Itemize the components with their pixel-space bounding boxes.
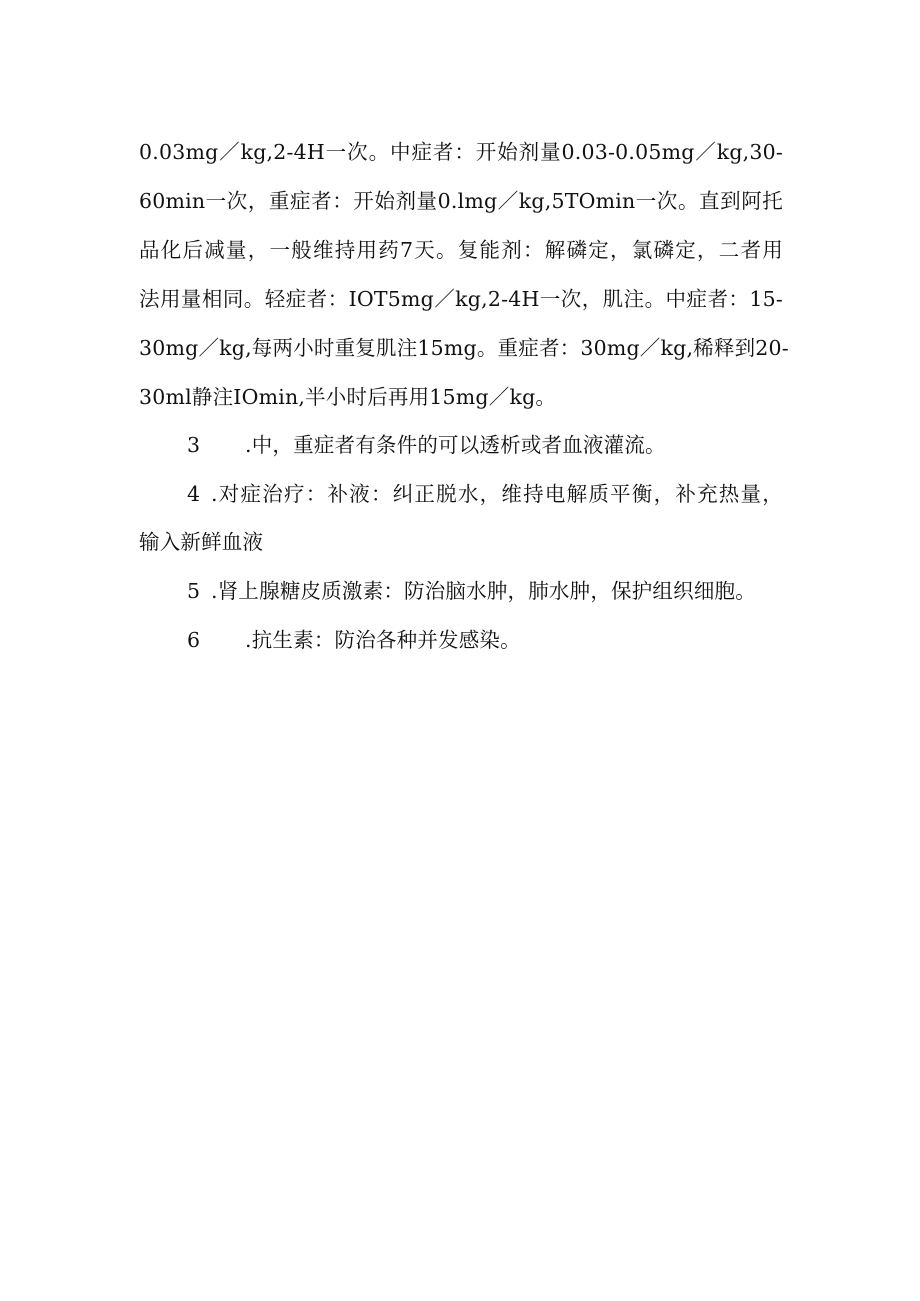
list-item-5	[187, 575, 756, 607]
list-item-6	[187, 624, 521, 656]
list-item-3	[187, 429, 666, 461]
paragraph-1-line-4: 法用量相同。轻症者：IOT5mg／kg,2-4H一次，肌注。中症者：15-	[139, 287, 783, 311]
list-item-6-text: .抗生素：防治各种并发感染。	[245, 628, 521, 652]
paragraph-1-line-1: 0.03mg／kg,2-4H一次。中症者：开始剂量0.03-0.05mg／kg,30-	[139, 140, 783, 164]
paragraph-1-line-5: 30mg／kg,每两小时重复肌注15mg。重症者：30mg／kg,稀释到20-	[139, 336, 789, 360]
list-item-4-line-2: 输入新鲜血液	[139, 530, 264, 554]
list-item-4-line-1	[187, 478, 783, 510]
list-item-4-text: .对症治疗：补液：纠正脱水，维持电解质平衡，补充热量，	[211, 482, 783, 506]
list-item-3-number: 3	[187, 433, 201, 457]
list-item-4-number: 4	[187, 482, 201, 506]
paragraph-1-line-2: 60min一次，重症者：开始剂量0.lmg／kg,5TOmin一次。直到阿托	[139, 189, 783, 213]
list-item-6-number: 6	[187, 628, 201, 652]
list-item-5-text: .肾上腺糖皮质激素：防治脑水肿，肺水肿，保护组织细胞。	[211, 579, 756, 603]
paragraph-1-line-6: 30ml静注IOmin,半小时后再用15mg／kg。	[139, 385, 557, 409]
paragraph-1-line-3: 品化后减量，一般维持用药7天。复能剂：解磷定，氯磷定，二者用	[139, 238, 783, 262]
list-item-5-number: 5	[187, 579, 201, 603]
list-item-3-text: .中，重症者有条件的可以透析或者血液灌流。	[245, 433, 666, 457]
